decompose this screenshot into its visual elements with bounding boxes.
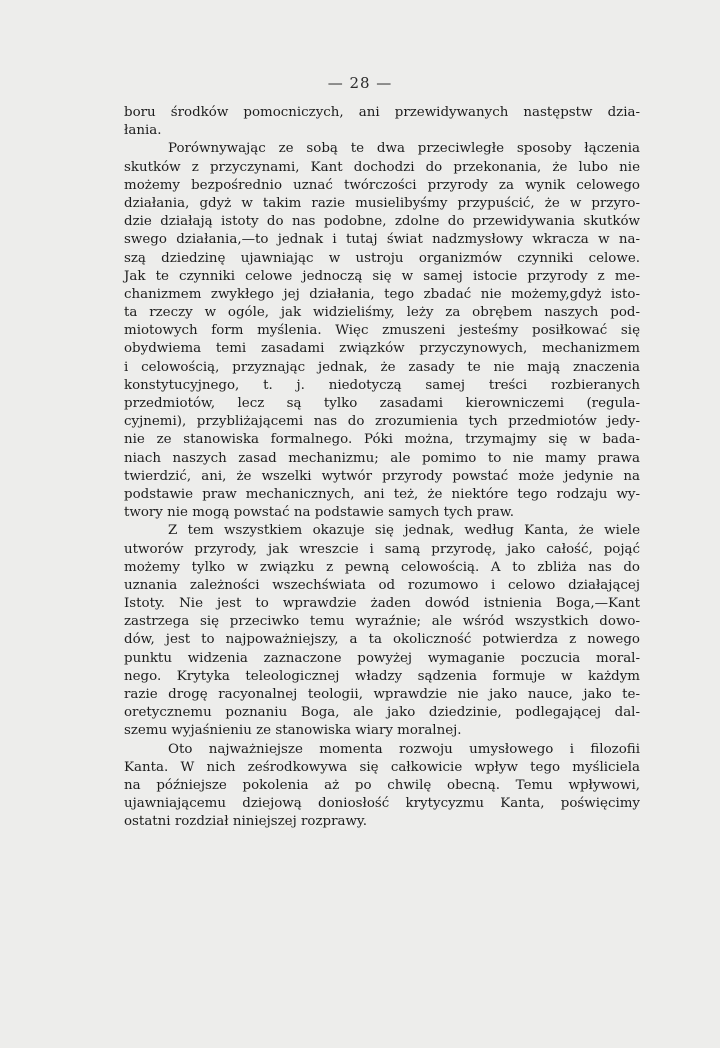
page-number: — 28 — [327,74,393,92]
text-line: Z tem wszystkiem okazuje się jednak, według Kanta, że wiele [168,523,640,539]
text-line: miotowych form myślenia. Więc zmuszeni jesteśmy posiłkować się [124,323,640,339]
text-line: przedmiotów, lecz są tylko zasadami kierowniczemi (regula- [124,396,640,411]
text-line: ostatni rozdział niniejszej rozprawy. [124,814,367,830]
text-line: twory nie mogą powstać na podstawie samych tych praw. [124,505,515,521]
paragraph [124,741,640,832]
text-line: szą dziedzinę ujawniając w ustroju organizmów czynniki celowe. [124,250,640,266]
text-line: ta rzeczy w ogóle, jak widzieliśmy, leży za obrębem naszych pod- [124,305,640,321]
text-line: Istoty. Nie jest to wprawdzie żaden dowód istnienia Boga,—Kant [124,596,640,612]
text-line: swego działania,—to jednak i tutaj świat nadzmysłowy wkracza w na- [124,232,640,248]
text-line: Porównywając ze sobą te dwa przeciwległe sposoby łączenia [168,141,640,157]
text-line: boru środków pomocniczych, ani przewidywanych następstw dzia- [124,105,640,120]
paragraph [124,104,640,140]
text-line: ujawniającemu dziejową doniosłość krytycyzmu Kanta, poświęcimy [124,796,640,812]
text-line: Oto najważniejsze momenta rozwoju umysłowego i filozofii [168,741,640,757]
text-line: dzie działają istoty do nas podobne, zdolne do przewidywania skutków [124,214,640,230]
text-line: uznania zależności wszechświata od rozumowo i celowo działającej [124,577,640,593]
text-line: możemy bezpośrednio uznać twórczości przyrody za wynik celowego [124,177,640,193]
text-line: Jak te czynniki celowe jednoczą się w samej istocie przyrody z me- [124,268,640,284]
paragraph [124,522,640,740]
text-line: chanizmem zwykłego jej działania, tego zbadać nie możemy,gdyż isto- [124,286,640,302]
text-line: działania, gdyż w takim razie musielibyśmy przypuścić, że w przyro- [124,195,640,211]
text-line: konstytucyjnego, t. j. niedotyczą samej treści rozbieranych [124,377,640,393]
text-line: szemu wyjaśnieniu ze stanowiska wiary moralnej. [124,723,462,739]
text-line: cyjnemi), przybliżającemi nas do zrozumienia tych przedmiotów jedy- [124,414,640,430]
text-line: podstawie praw mechanicznych, ani też, że niektóre tego rodzaju wy- [124,486,640,502]
text-line: nie ze stanowiska formalnego. Póki można, trzymajmy się w bada- [124,432,640,448]
text-line: razie drogę racyonalnej teologii, wprawdzie nie jako nauce, jako te- [124,687,640,702]
text-line: punktu widzenia zaznaczone powyżej wymaganie poczucia moral- [124,650,640,666]
text-line: oretycznemu poznaniu Boga, ale jako dziedzinie, podlegającej dal- [124,705,640,721]
text-line: na późniejsze pokolenia aż po chwilę obecną. Temu wpływowi, [124,777,640,793]
text-line: obydwiema temi zasadami związków przyczynowych, mechanizmem [124,341,640,357]
text-line: skutków z przyczynami, Kant dochodzi do przekonania, że lubo nie [124,159,640,175]
text-line: możemy tylko w związku z pewną celowością. A to zbliża nas do [124,559,640,575]
text-line: utworów przyrody, jak wreszcie i samą przyrodę, jako całość, pojąć [124,541,640,557]
text-line: i celowością, przyznając jednak, że zasady te nie mają znaczenia [124,359,640,375]
text-line: Kanta. W nich ześrodkowywa się całkowicie wpływ tego myśliciela [124,759,640,775]
text-line: twierdzić, ani, że wszelki wytwór przyrody powstać może jedynie na [124,468,640,484]
text-line: niach naszych zasad mechanizmu; ale pomimo to nie mamy prawa [124,450,640,466]
text-line: dów, jest to najpoważniejszy, a ta okoliczność potwierdza z nowego [124,632,640,648]
paragraph [124,140,640,522]
body-text [124,104,640,832]
text-line: zastrzega się przeciwko temu wyraźnie; ale wśród wszystkich dowo- [124,614,640,630]
text-line: nego. Krytyka teleologicznej władzy sądzenia formuje w każdym [124,668,640,684]
text-line: łania. [124,123,162,139]
